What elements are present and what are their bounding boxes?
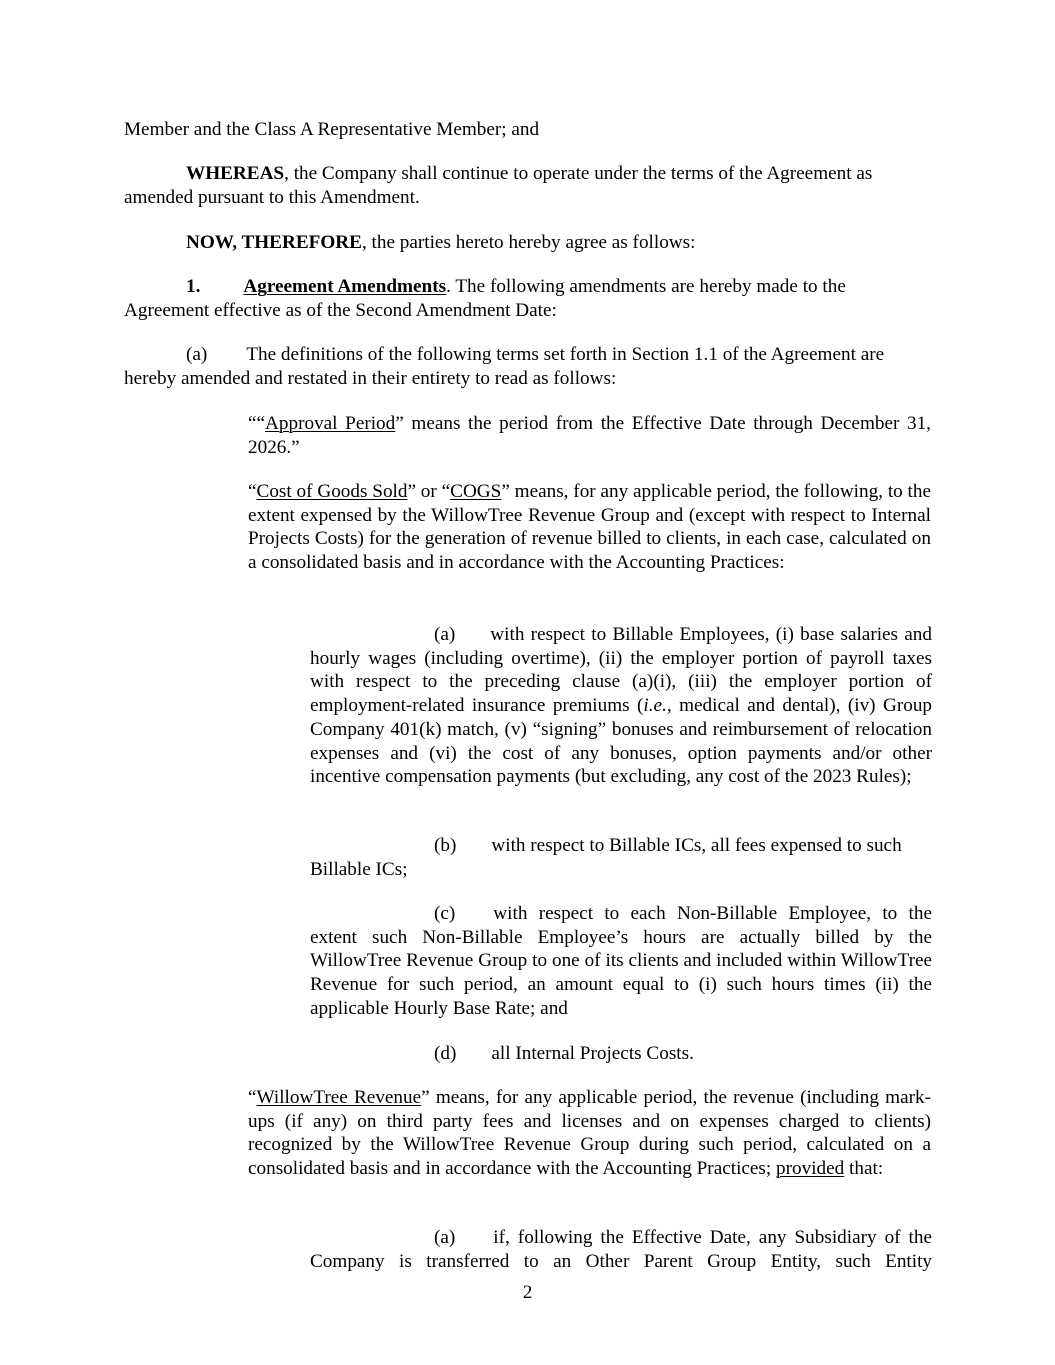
section-1-line-2: Agreement effective as of the Second Amendment Date: xyxy=(124,300,557,321)
term-cost-of-goods-sold: Cost of Goods Sold xyxy=(256,481,408,502)
revenue-item-a: (a) if, following the Effective Date, any Subsidiary of the Company is transferred to an Other Parent Group Entity, such Entity xyxy=(310,1227,932,1272)
term-willowtree-revenue: WillowTree Revenue xyxy=(256,1087,422,1108)
revenue-item-a-label: (a) xyxy=(434,1227,456,1248)
term-approval-period: Approval Period xyxy=(265,413,396,434)
whereas-lead: WHEREAS xyxy=(186,163,285,184)
cogs-item-d-label: (d) xyxy=(434,1043,457,1064)
para-a-label: (a) xyxy=(186,344,208,365)
cogs-item-c-label: (c) xyxy=(434,903,456,924)
definition-willowtree-revenue: “WillowTree Revenue” means, for any applicable period, the revenue (including mark-ups (if any) on third party fees and licenses and on expenses charged to clients) recognized by the WillowTree Revenue Group during such period, calculated on a consolidated basis and in accordance with the Accounting Practices; provided that: xyxy=(248,1087,931,1180)
carryover-line: Member and the Class A Representative Member; and xyxy=(124,119,540,140)
para-a-line-1: (a) The definitions of the following terms set forth in Section 1.1 of the Agreement are xyxy=(186,344,885,365)
section-number: 1. xyxy=(186,276,201,297)
para-a-line-2: hereby amended and restated in their entirety to read as follows: xyxy=(124,368,617,389)
cogs-item-b-label: (b) xyxy=(434,835,457,856)
section-heading: Agreement Amendments xyxy=(243,276,447,297)
now-therefore-line: NOW, THEREFORE, the parties hereto hereby agree as follows: xyxy=(186,232,696,253)
definition-cogs: “Cost of Goods Sold” or “COGS” means, for any applicable period, the following, to the extent expensed by the WillowTree Revenue Group and (except with respect to Internal Projects Costs) for the generation of revenue billed to clients, in each case, calculated on a consolidated basis and in accordance with the Accounting Practices: xyxy=(248,481,932,574)
page-number: 2 xyxy=(522,1282,533,1303)
cogs-item-a: (a) with respect to Billable Employees, (i) base salaries and hourly wages (including overtime), (ii) the employer portion of payroll taxes with respect to the preceding clause (a)(i), (iii) the employer portion of employment-related insurance premiums (i.e., medical and dental), (iv) Group Company 401(k) match, (v) “signing” bonuses and reimbursement of relocation expenses and (vi) the cost of any bonuses, option payments and/or other incentive compensation payments (but excluding, any cost of the 2023 Rules); xyxy=(310,624,933,788)
cogs-item-d: (d) all Internal Projects Costs. xyxy=(434,1043,694,1064)
whereas-line-2: amended pursuant to this Amendment. xyxy=(124,187,420,208)
term-provided: provided xyxy=(776,1158,845,1180)
cogs-item-b-line-1: (b) with respect to Billable ICs, all fees expensed to such xyxy=(434,835,902,856)
section-1-line-1: 1. Agreement Amendments. The following amendments are hereby made to the xyxy=(186,276,846,297)
whereas-line-1: WHEREAS, the Company shall continue to operate under the terms of the Agreement as xyxy=(186,163,873,184)
term-cogs: COGS xyxy=(450,481,502,502)
definition-approval-period: ““Approval Period” means the period from the Effective Date through December 31, 2026.” xyxy=(248,413,931,458)
cogs-item-a-label: (a) xyxy=(434,624,456,645)
cogs-item-c: (c) with respect to each Non-Billable Employee, to the extent such Non-Billable Employee’s hours are actually billed by the WillowTree Revenue Group to one of its clients and included within WillowTree Revenue for such period, an amount equal to (i) such hours times (ii) the applicable Hourly Base Rate; and xyxy=(310,903,932,1019)
cogs-item-b-line-2: Billable ICs; xyxy=(310,859,408,880)
now-therefore-lead: NOW, THEREFORE xyxy=(186,232,362,253)
